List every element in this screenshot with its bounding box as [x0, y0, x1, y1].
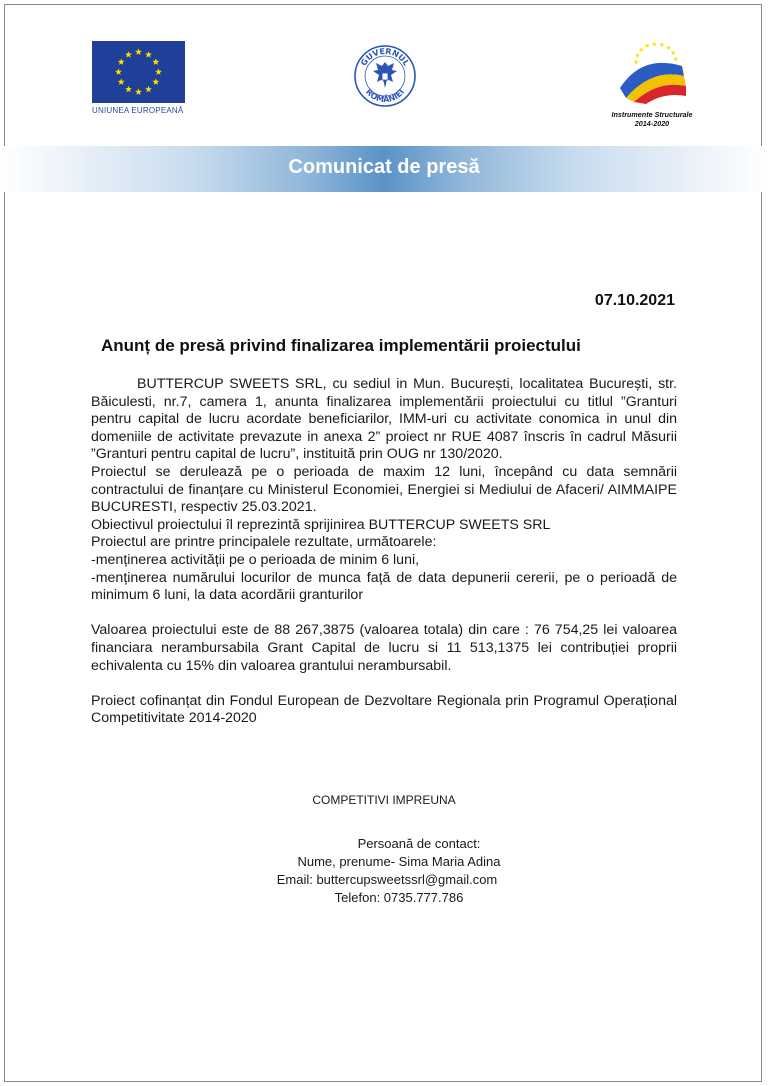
eu-star-icon — [118, 78, 125, 85]
press-release-banner — [0, 146, 768, 192]
eu-caption: UNIUNEA EUROPEANĂ — [92, 106, 184, 115]
romanian-government-seal-icon — [353, 44, 417, 108]
release-date: 07.10.2021 — [594, 292, 675, 309]
eu-star-icon — [125, 86, 132, 93]
logo-star-icon — [634, 59, 639, 64]
eu-star-icon — [115, 68, 122, 75]
eu-star-icon — [135, 88, 142, 95]
logo-star-icon — [659, 42, 664, 47]
eu-star-icon — [145, 86, 152, 93]
eu-star-icon — [135, 48, 142, 55]
paragraph-duration: Proiectul se derulează pe o perioada de maxim 12 luni, începând cu data semnării contractului de finanțare cu Ministerul Economiei, Energiei si Mediului de Afaceri/ AIMMAIPE BUCURESTI, respectiv 25.03.2021. — [91, 463, 677, 516]
contact-block — [0, 835, 768, 907]
eu-star-icon — [125, 51, 132, 58]
svg-text:ROMÂNIEI: ROMÂNIEI — [363, 87, 407, 105]
closing-slogan: COMPETITIVI IMPREUNA — [312, 793, 456, 807]
paragraph-value: Valoarea proiectului este de 88 267,3875 (valoarea totala) din care : 76 754,25 lei valoarea financiara nerambursabila Grant Capital de lucru si 11 513,1375 lei contribuției proprii echivalenta cu 15% din valoarea grantului nerambursabil. — [91, 622, 677, 674]
logo-star-icon — [652, 41, 657, 46]
logo-star-icon — [671, 50, 676, 55]
eu-star-icon — [152, 78, 159, 85]
paragraph-cofinancing: Proiect cofinanțat din Fondul European de Dezvoltare Regionala prin Programul Operațional Competitivitate 2014-2020 — [91, 692, 677, 727]
eu-flag-icon — [92, 41, 185, 103]
eu-star-icon — [155, 68, 162, 75]
contact-phone: Telefon: 0735.777.786 — [334, 890, 464, 905]
eu-star-icon — [152, 58, 159, 65]
structural-instruments-caption: Instrumente Structurale 2014-2020 — [611, 110, 693, 128]
logo-star-icon — [666, 45, 671, 50]
logo-star-icon — [673, 57, 678, 62]
eu-star-icon — [145, 51, 152, 58]
paragraph-objective: Obiectivul proiectului îl reprezintă sprijinirea BUTTERCUP SWEETS SRL — [91, 516, 551, 533]
contact-name: Nume, prenume- Sima Maria Adina — [297, 854, 501, 869]
logo-star-icon — [639, 47, 644, 52]
paragraph-intro: BUTTERCUP SWEETS SRL, cu sediul in Mun. București, localitatea București, str. Băiculesti, nr.7, camera 1, anunta finalizarea implementării proiectului cu titlul ”Granturi pentru capital de lucru acordate beneficiarilor, IMM-uri cu activitate conomica in unul din domeniile de activitate prevazute in anexa 2” proiect nr RUE 4087 înscris în cadrul Măsurii ”Granturi pentru capital de lucru”, instituită prin OUG nr 130/2020. — [91, 376, 677, 463]
structural-instruments-logo-icon — [612, 36, 692, 106]
document-body — [91, 376, 677, 728]
contact-email: Email: buttercupsweetssrl@gmail.com — [276, 872, 498, 887]
eu-star-icon — [118, 58, 125, 65]
logo-star-icon — [635, 53, 640, 58]
logo-star-icon — [645, 43, 650, 48]
result-item: -menținerea numărului locurilor de munca față de data depunerii cererii, pe o perioadă de minimum 6 luni, la data acordării granturilor — [91, 569, 677, 604]
svg-text:GUVERNUL: GUVERNUL — [359, 46, 411, 68]
paragraph-results-intro: Proiectul are printre principalele rezultate, următoarele: — [91, 534, 437, 551]
document-heading: Anunț de presă privind finalizarea implementării proiectului — [101, 336, 581, 355]
banner-title: Comunicat de presă — [288, 156, 480, 178]
result-item: -menținerea activității pe o perioada de minim 6 luni, — [91, 551, 420, 568]
contact-label: Persoană de contact: — [357, 836, 481, 851]
